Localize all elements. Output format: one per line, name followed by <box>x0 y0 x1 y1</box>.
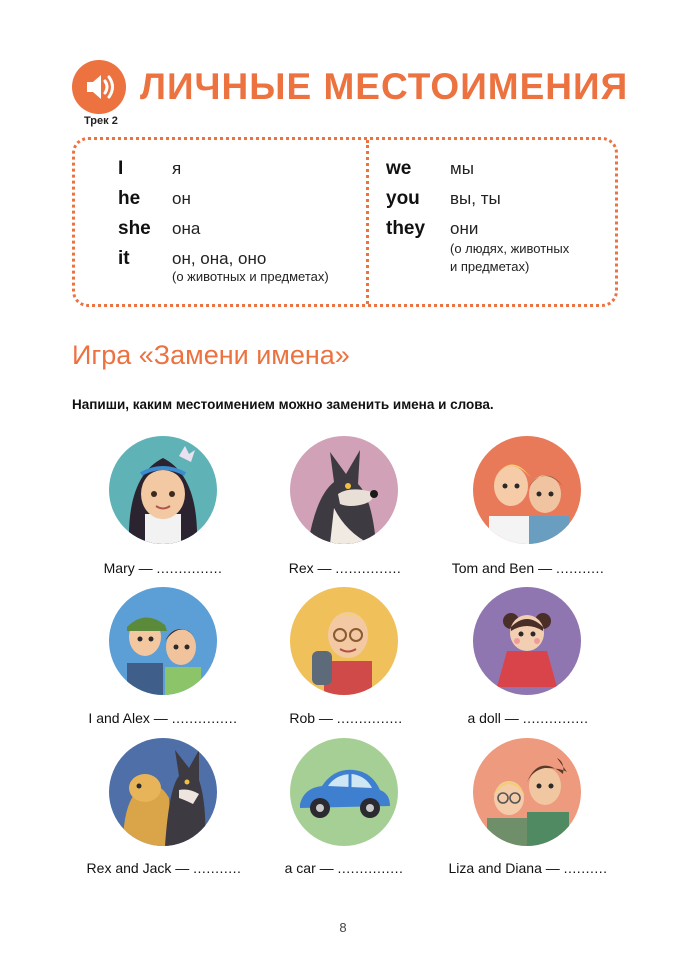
blank-rex-and-jack[interactable]: Rex and Jack — ........... <box>86 860 242 876</box>
track-label: Трек 2 <box>84 115 118 127</box>
car-illustration <box>290 738 398 846</box>
page-title: ЛИЧНЫЕ МЕСТОИМЕНИЯ <box>140 66 629 107</box>
rex-illustration <box>290 436 398 544</box>
blank-tom-and-ben[interactable]: Tom and Ben — ........... <box>451 560 605 576</box>
liza-and-diana-illustration <box>473 738 581 846</box>
blank-a-car[interactable]: a car — ............... <box>284 860 404 876</box>
doll-illustration <box>473 587 581 695</box>
tom-and-ben-illustration <box>473 436 581 544</box>
game-instruction: Напиши, каким местоимением можно заменить имена и слова. <box>72 397 494 412</box>
page-number: 8 <box>339 920 347 935</box>
blank-mary[interactable]: Mary — ............... <box>103 560 223 576</box>
pronoun-row-she: she она <box>118 218 201 239</box>
pronoun-row-he: he он <box>118 188 191 209</box>
mary-illustration <box>109 436 217 544</box>
pronoun-note-they-1: (о людях, животных <box>450 241 570 256</box>
pronoun-note-they-2: и предметах) <box>450 259 530 274</box>
blank-rex[interactable]: Rex — ............... <box>288 560 402 576</box>
blank-rob[interactable]: Rob — ............... <box>289 710 403 726</box>
pronoun-row-you: you вы, ты <box>386 188 501 209</box>
pronoun-row-i: I я <box>118 158 182 179</box>
rex-and-jack-illustration <box>109 738 217 846</box>
i-and-alex-illustration <box>109 587 217 695</box>
speaker-icon[interactable] <box>72 60 126 114</box>
rob-illustration <box>290 587 398 695</box>
game-title: Игра «Замени имена» <box>72 340 350 370</box>
blank-liza-and-diana[interactable]: Liza and Diana — .......... <box>448 860 608 876</box>
pronoun-note-it: (о животных и предметах) <box>172 269 329 284</box>
pronoun-row-it: it он, она, оно <box>118 248 267 269</box>
pronoun-row-we: we мы <box>386 158 474 179</box>
pronoun-table-divider <box>366 140 369 304</box>
blank-i-and-alex[interactable]: I and Alex — ............... <box>88 710 238 726</box>
blank-a-doll[interactable]: a doll — ............... <box>467 710 589 726</box>
pronoun-row-they: they они <box>386 218 479 239</box>
